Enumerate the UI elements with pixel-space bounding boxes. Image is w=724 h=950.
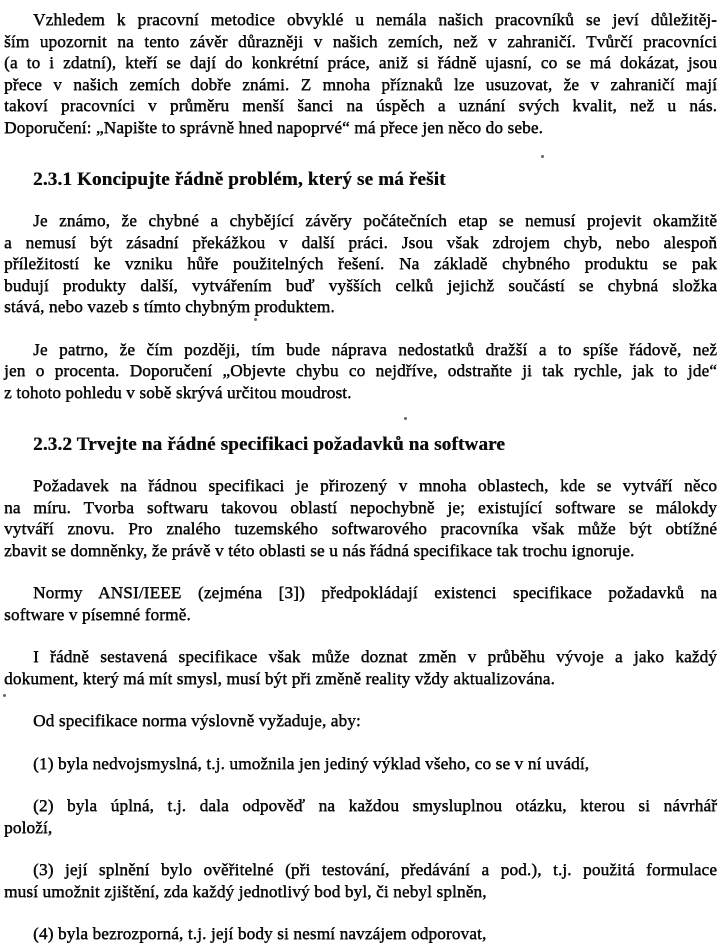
text-line: (a to i zdatní), kteří se dají do konkrétní práce, aniž si řádně ujasní, co se má dokázat, jsou bbox=[4, 53, 717, 72]
text-line: jen o procenta. Doporučení „Objevte chybu co nejdříve, odstraňte ji tak rychle, jak to jde“ bbox=[4, 361, 717, 380]
text-line: přece v našich zemích dobře známi. Z mnoha příznaků lze usuzovat, že v zahraničí mají bbox=[4, 74, 717, 94]
paragraph bbox=[4, 582, 717, 625]
paragraph bbox=[4, 9, 717, 138]
list-item bbox=[4, 753, 717, 775]
text-line: zbavit se domněnky, že právě v této oblasti se u nás řádná specifikace tak trochu ignoruje. bbox=[4, 540, 635, 560]
text-line: I řádně sestavená specifikace však může doznat změn v průběhu vývoje a jako každý bbox=[33, 647, 717, 666]
text-line: takoví pracovníci v průměru menší šanci na úspěch a uznání svých kvalit, než u nás. bbox=[4, 96, 717, 115]
list-item bbox=[4, 795, 717, 838]
paragraph bbox=[4, 646, 717, 689]
scan-speck bbox=[254, 318, 257, 321]
scan-speck bbox=[541, 155, 544, 158]
section-heading: 2.3.1 Koncipujte řádně problém, který se má řešit bbox=[33, 169, 446, 190]
text-line: Doporučení: „Napište to správně hned napoprvé“ má přece jen něco do sebe. bbox=[4, 117, 543, 137]
paragraph bbox=[4, 475, 717, 561]
text-line: stává, nebo vazeb s tímto chybným produktem. bbox=[4, 297, 335, 316]
text-line: musí umožnit zjištění, zda každý jednotlivý bod byl, či nebyl splněn, bbox=[4, 881, 487, 901]
section-heading: 2.3.2 Trvejte na řádné specifikaci požadavků na software bbox=[33, 434, 505, 455]
text-line: na míru. Tvorba softwaru takovou oblastí nepochybně je; existující software se málokdy bbox=[4, 497, 717, 517]
text-line: (4) byla bezrozporná, t.j. její body si nesmí navzájem odporovat, bbox=[33, 924, 487, 943]
text-line: vytváří znovu. Pro znalého tuzemského softwarového pracovníka však může být obtížné bbox=[4, 519, 717, 538]
scan-speck bbox=[3, 694, 6, 697]
text-line: z tohoto pohledu v sobě skrývá určitou moudrost. bbox=[4, 382, 352, 402]
text-line: Je známo, že chybné a chybějící závěry počátečních etap se nemusí projevit okamžitě bbox=[33, 211, 717, 230]
text-line: (2) byla úplná, t.j. dala odpověď na každou smysluplnou otázku, kterou si návrhář bbox=[33, 796, 717, 815]
text-line: Požadavek na řádnou specifikaci je přirozený v mnoha oblastech, kde se vytváří něco bbox=[33, 476, 717, 495]
list-item bbox=[4, 859, 717, 902]
text-line: Normy ANSI/IEEE (zejména [3]) předpokládají existenci specifikace požadavků na bbox=[33, 583, 717, 602]
text-line: (1) byla nedvojsmyslná, t.j. umožnila jen jediný výklad všeho, co se v ní uvádí, bbox=[33, 753, 590, 773]
paragraph bbox=[4, 210, 717, 318]
paragraph bbox=[4, 339, 717, 404]
scan-speck bbox=[404, 417, 407, 420]
text-line: položí, bbox=[4, 817, 53, 837]
text-line: Vzhledem k pracovní metodice obvyklé u nemála našich pracovníků se jeví důležitěj- bbox=[33, 10, 717, 29]
text-line: (3) její splnění bylo ověřitelné (při testování, předávání a pod.), t.j. použitá formulace bbox=[33, 860, 717, 879]
text-line: Od specifikace norma výslovně vyžaduje, aby: bbox=[33, 711, 361, 730]
paragraph bbox=[4, 710, 717, 732]
text-line: Je patrno, že čím později, tím bude náprava nedostatků dražší a to spíše řádově, než bbox=[33, 339, 717, 359]
text-line: a nemusí být zásadní překážkou v další práci. Jsou však zdrojem chyb, nebo alespoň bbox=[4, 232, 717, 252]
text-line: příležitostí ke vzniku hůře použitelných řešení. Na základě chybného produktu se pak bbox=[4, 254, 717, 273]
list-item bbox=[4, 923, 717, 945]
text-line: software v písemné formě. bbox=[4, 604, 191, 624]
text-line: budují produkty další, vytvářením buď vyšších celků jejichž součástí se chybná složka bbox=[4, 275, 717, 295]
text-line: ším upozornit na tento závěr důrazněji v našich zemích, než v zahraničí. Tvůrčí pracovníci bbox=[4, 31, 717, 51]
text-line: dokument, který má mít smysl, musí být při změně reality vždy aktualizována. bbox=[4, 668, 555, 688]
